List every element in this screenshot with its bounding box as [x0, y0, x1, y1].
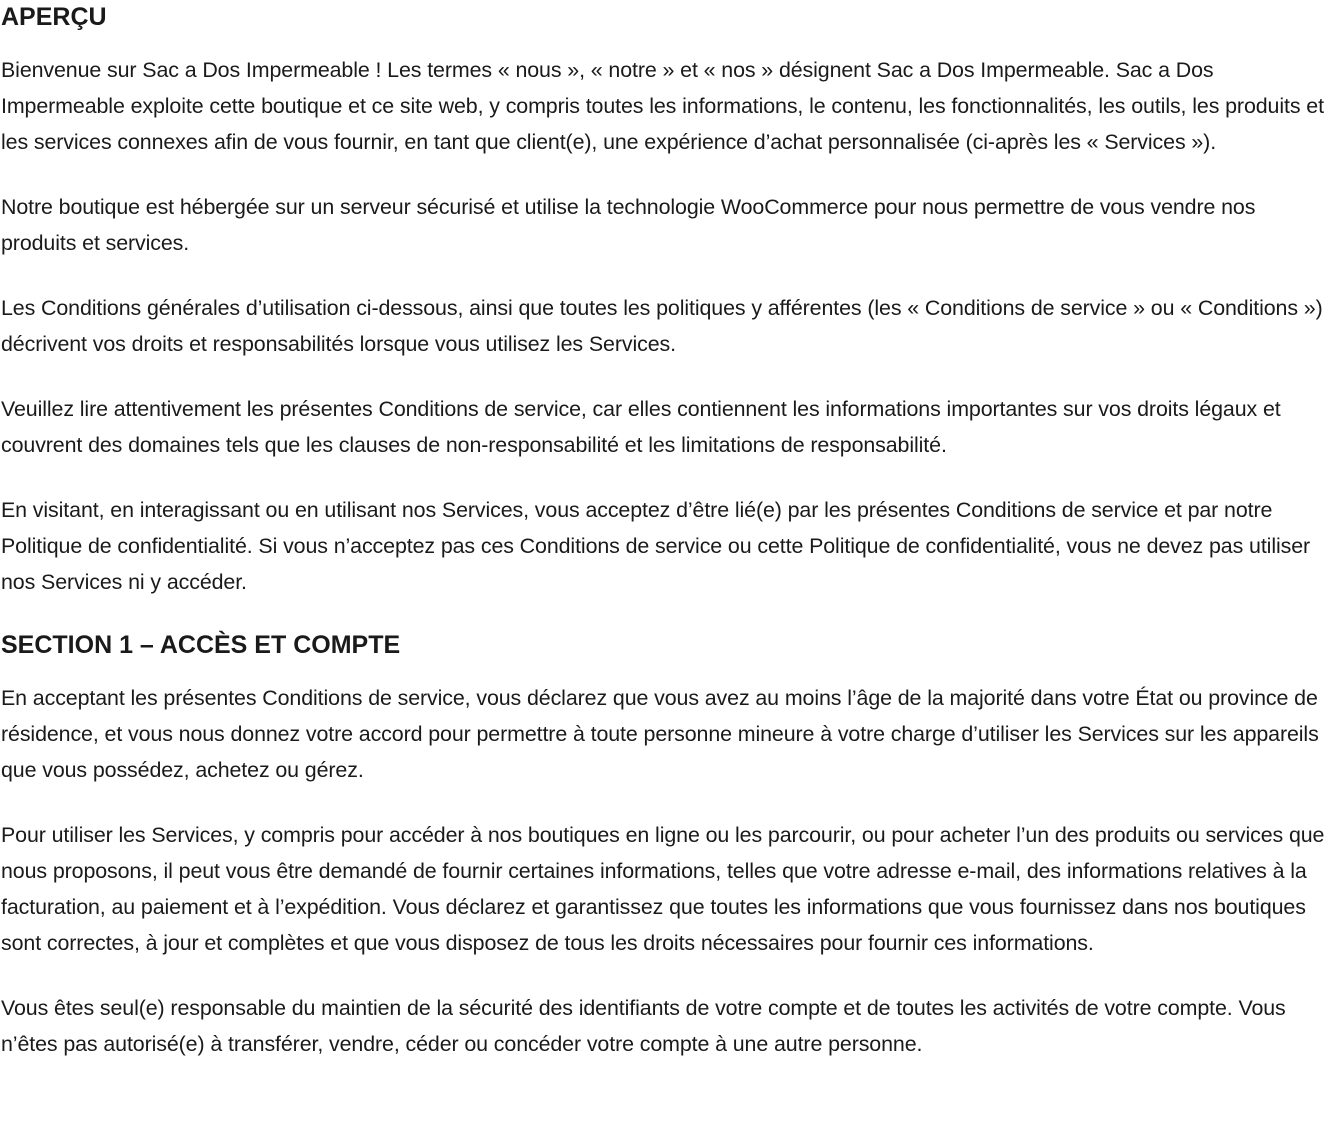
section-1-paragraph-2: Pour utiliser les Services, y compris pour accéder à nos boutiques en ligne ou les parcourir, ou pour acheter l’un des produits ou services que nous proposons, il peut vous être demandé de fournir certaines informations, telles que votre adresse e-mail, des informations relatives à la facturation, au paiement et à l’expédition. Vous déclarez et garantissez que toutes les informations que vous fournissez dans nos boutiques sont correctes, à jour et complètes et que vous disposez de tous les droits nécessaires pour fournir ces informations. [1, 823, 1325, 955]
overview-heading: APERÇU [1, 3, 107, 31]
overview-paragraph-4: Veuillez lire attentivement les présentes Conditions de service, car elles contiennent les informations importantes sur vos droits légaux et couvrent des domaines tels que les clauses de non-responsabilité et les limitations de responsabilité. [1, 397, 1281, 457]
terms-document [0, 1, 1336, 1062]
section-1-paragraph-1: En acceptant les présentes Conditions de service, vous déclarez que vous avez au moins l’âge de la majorité dans votre État ou province de résidence, et vous nous donnez votre accord pour permettre à toute personne mineure à votre charge d’utiliser les Services sur les appareils que vous possédez, achetez ou gérez. [1, 686, 1319, 782]
section-1-paragraph-3: Vous êtes seul(e) responsable du maintien de la sécurité des identifiants de votre compte et de toutes les activités de votre compte. Vous n’êtes pas autorisé(e) à transférer, vendre, céder ou concéder votre compte à une autre personne. [1, 996, 1286, 1056]
overview-paragraph-3: Les Conditions générales d’utilisation ci-dessous, ainsi que toutes les politiques y afférentes (les « Conditions de service » ou « Conditions ») décrivent vos droits et responsabilités lorsque vous utilisez les Services. [1, 296, 1323, 356]
overview-paragraph-1: Bienvenue sur Sac a Dos Impermeable ! Les termes « nous », « notre » et « nos » désignent Sac a Dos Impermeable. Sac a Dos Impermeable exploite cette boutique et ce site web, y compris toutes les informations, le contenu, les fonctionnalités, les outils, les produits et les services connexes afin de vous fournir, en tant que client(e), une expérience d’achat personnalisée (ci-après les « Services »). [1, 58, 1324, 154]
section-1-heading: SECTION 1 – ACCÈS ET COMPTE [1, 631, 401, 659]
overview-paragraph-5: En visitant, en interagissant ou en utilisant nos Services, vous acceptez d’être lié(e) par les présentes Conditions de service et par notre Politique de confidentialité. Si vous n’acceptez pas ces Conditions de service ou cette Politique de confidentialité, vous ne devez pas utiliser nos Services ni y accéder. [1, 498, 1311, 594]
overview-paragraph-2: Notre boutique est hébergée sur un serveur sécurisé et utilise la technologie WooCommerce pour nous permettre de vous vendre nos produits et services. [1, 195, 1256, 255]
